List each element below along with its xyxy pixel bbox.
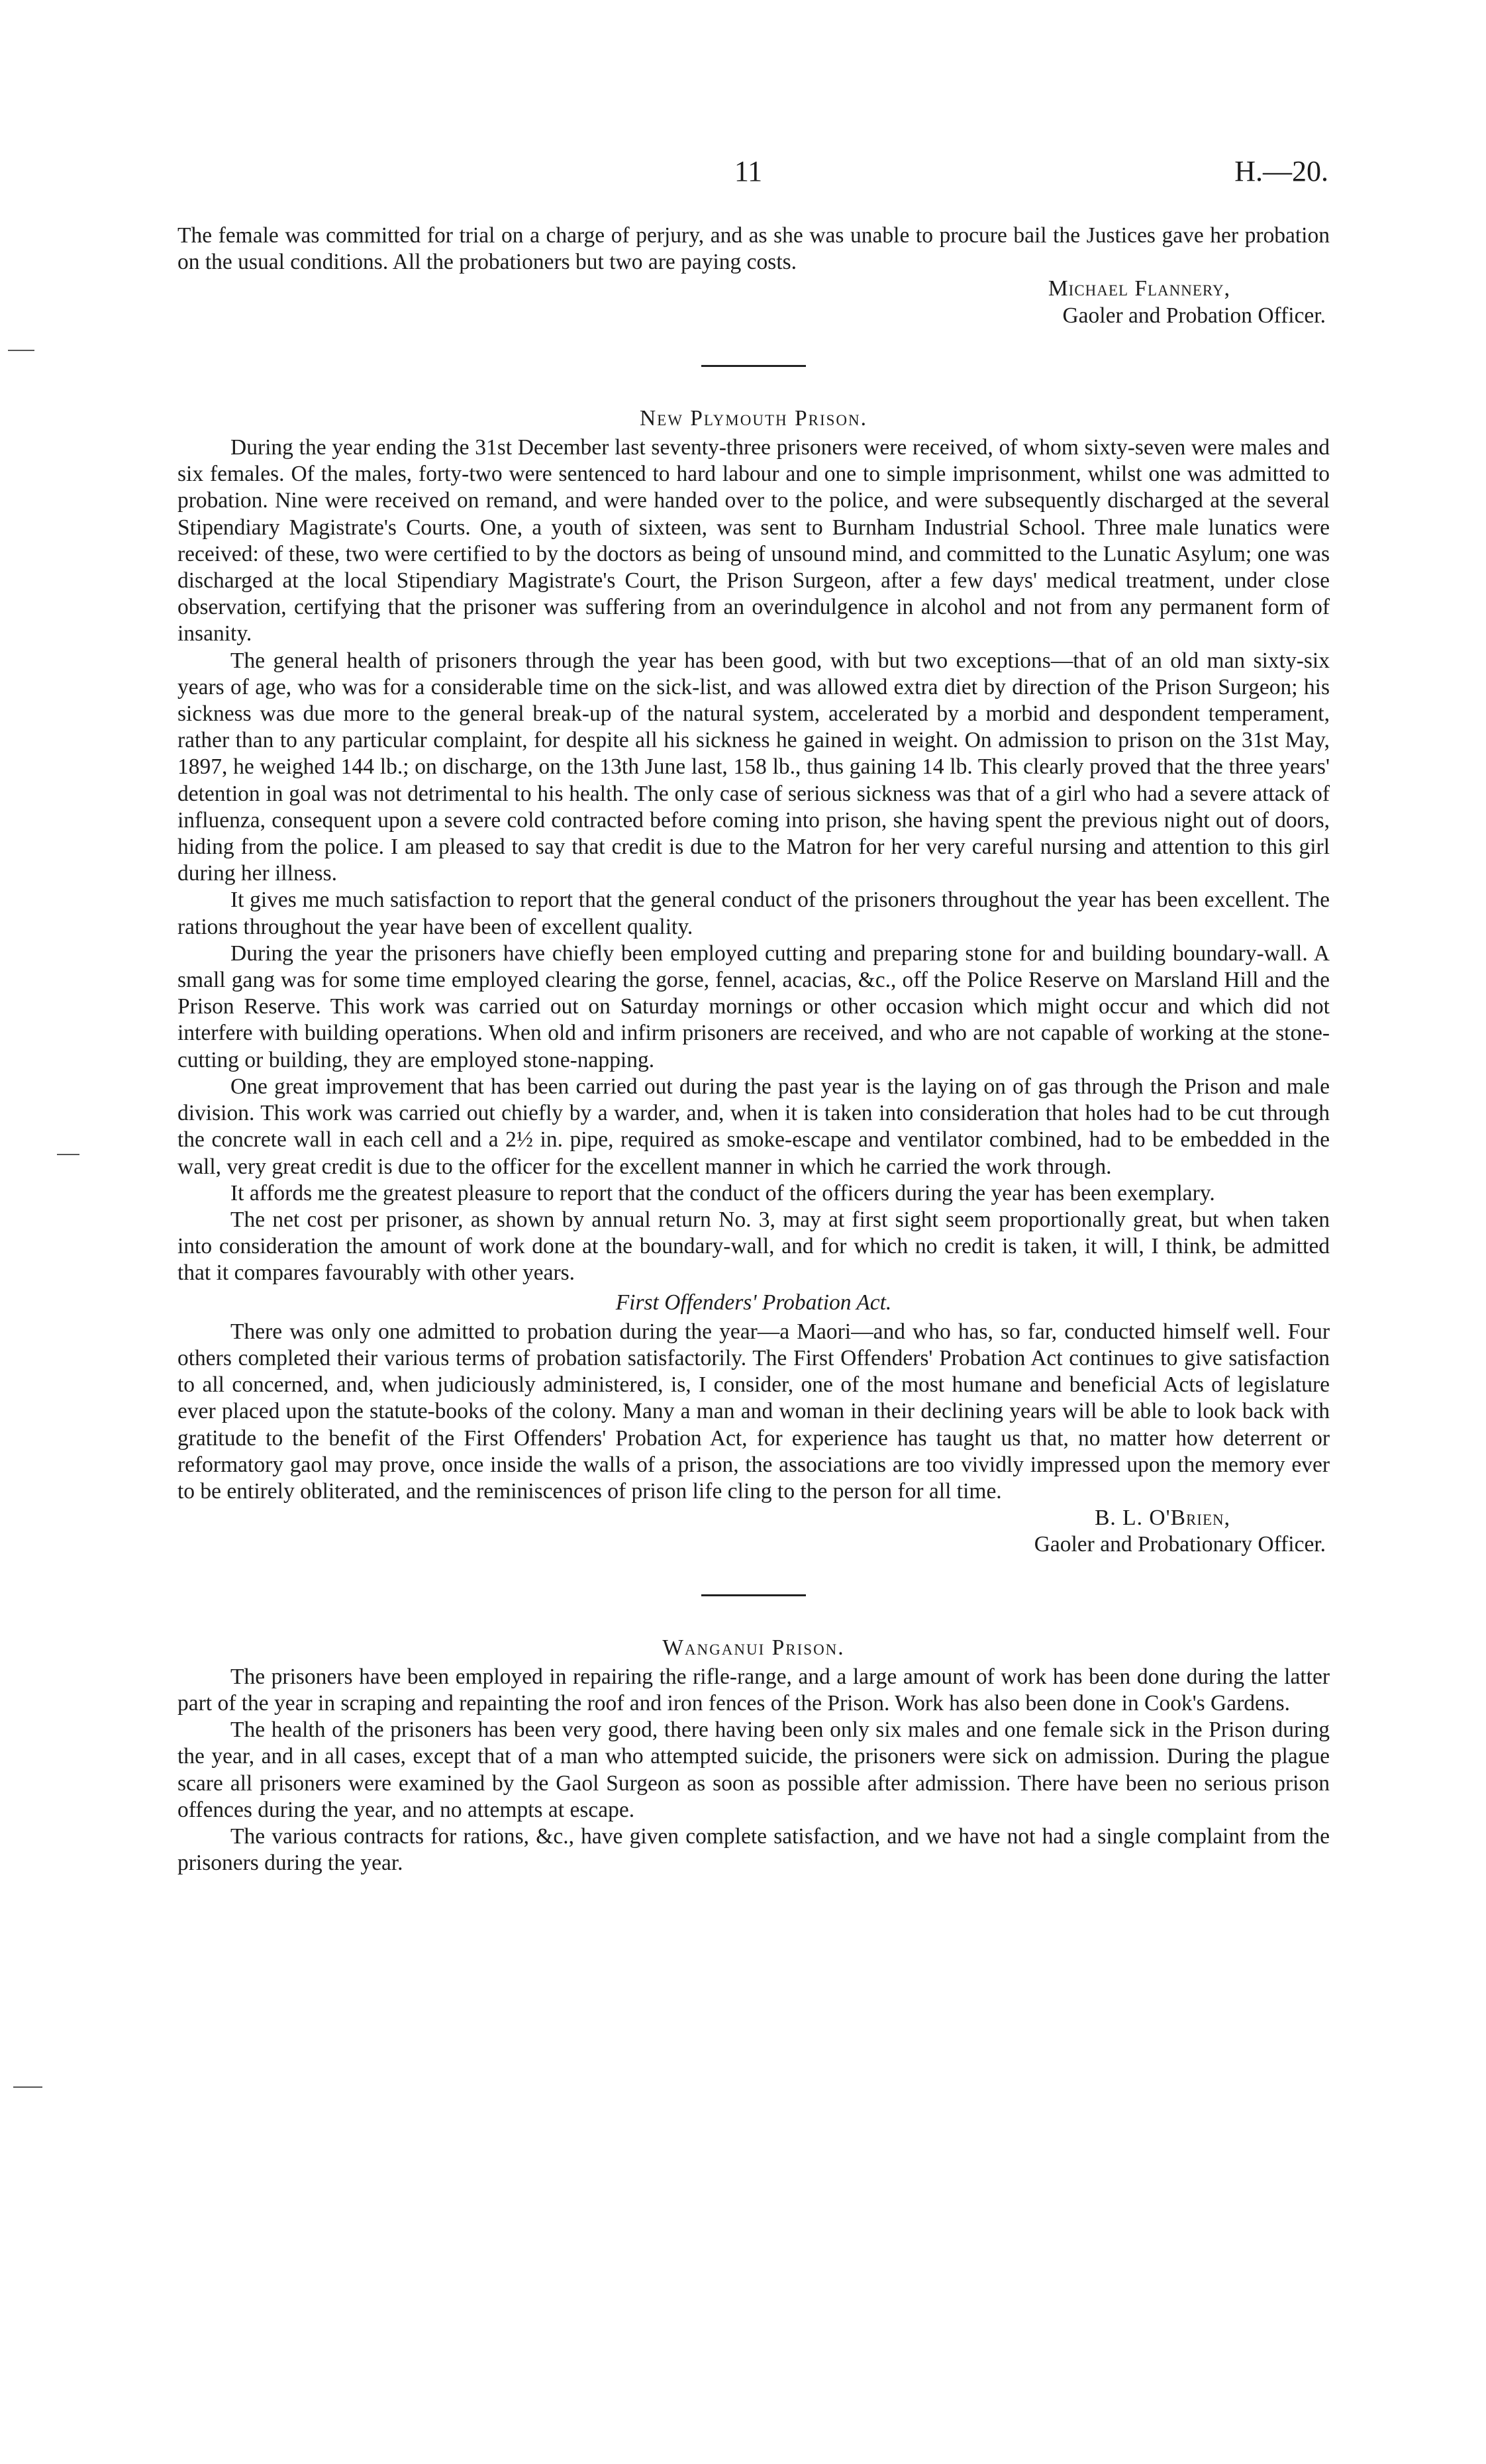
page-content: [177, 223, 1330, 1876]
np-paragraph-7: The net cost per prisoner, as shown by annual return No. 3, may at first sight seem proportionally great, but when taken into consideration the amount of work done at the boundary-wall, and for which no credit is taken, it will, I think, be admitted that it compares favourably with other years.: [177, 1207, 1330, 1286]
wanganui-paragraph-3: The various contracts for rations, &c., have given complete satisfaction, and we have not had a single complaint from the prisoners during the year.: [177, 1823, 1330, 1876]
wanganui-paragraph-2: The health of the prisoners has been very good, there having been only six males and one female sick in the Prison during the year, and in all cases, except that of a man who attempted suicide, the prisoners were sick on admission. During the plague scare all prisoners were examined by the Gaol Surgeon as soon as possible after admission. There have been no serious prison offences during the year, and no attempts at escape.: [177, 1718, 1330, 1822]
np-signature-name: B. L. O'Brien,: [1095, 1506, 1230, 1531]
document-reference: H.—20.: [1234, 155, 1328, 187]
new-plymouth-heading: New Plymouth Prison.: [639, 405, 868, 431]
wanganui-heading: Wanganui Prison.: [662, 1635, 845, 1660]
margin-mark: [8, 350, 34, 351]
probation-paragraph: There was only one admitted to probation during the year—a Maori—and who has, so far, conducted himself well. Four others completed their various terms of probation satisfactorily. The First Offenders' Probation Act continues to give satisfaction to all concerned, and, when judiciously administered, is, I consider, one of the most humane and beneficial Acts of legislature ever placed upon the statute-books of the colony. Many a man and woman in their declining years will be able to look back with gratitude to the benefit of the First Offenders' Probation Act, for experience has taught us that, no matter how deterrent or reformatory gaol may prove, once inside the walls of a prison, the associations are too vividly impressed upon the memory ever to be entirely obliterated, and the reminiscences of prison life cling to the person for all time.: [177, 1319, 1330, 1504]
section-divider: [701, 365, 806, 367]
np-paragraph-1: During the year ending the 31st December last seventy-three prisoners were received, of whom sixty-seven were males and six females. Of the males, forty-two were sentenced to hard labour and one to simple imprisonment, whilst one was admitted to probation. Nine were received on remand, and were handed over to the police, and were subsequently discharged at the several Stipendiary Magistrate's Courts. One, a youth of sixteen, was sent to Burnham Industrial School. Three male lunatics were received: of these, two were certified to by the doctors as being of unsound mind, and committed to the Lunatic Asylum; one was discharged at the local Stipendiary Magistrate's Court, the Prison Surgeon, after a few days' medical treatment, under close observation, certifying that the prisoner was suffering from an overindulgence in alcohol and not from any permanent form of insanity.: [177, 435, 1330, 646]
np-paragraph-6: It affords me the greatest pleasure to report that the conduct of the officers during the year has been exemplary.: [230, 1180, 1215, 1206]
np-paragraph-3: It gives me much satisfaction to report that the general conduct of the prisoners throughout the year has been excellent. The rations throughout the year have been of excellent quality.: [177, 888, 1330, 939]
section-divider: [701, 1594, 806, 1596]
np-paragraph-2: The general health of prisoners through the year has been good, with but two exceptions—that of an old man sixty-six years of age, who was for a considerable time on the sick-list, and was allowed extra diet by direction of the Prison Surgeon; his sickness was due more to the general break-up of the natural system, accelerated by a morbid and despondent temperament, rather than to any particular complaint, for despite all his sickness he gained in weight. On admission to prison on the 31st May, 1897, he weighed 144 lb.; on discharge, on the 13th June last, 158 lb., thus gaining 14 lb. This clearly proved that the three years' detention in goal was not detrimental to his health. The only case of serious sickness was that of a girl who had a severe attack of influenza, consequent upon a severe cold contracted before coming into prison, she having spent the previous night out of doors, hiding from the police. I am pleased to say that credit is due to the Matron for her very careful nursing and attention to this girl during her illness.: [177, 648, 1330, 886]
intro-signature-name: Michael Flannery,: [1048, 276, 1230, 301]
np-paragraph-5: One great improvement that has been carried out during the past year is the laying on of gas through the Prison and male division. This work was carried out chiefly by a warder, and, when it is taken into consideration that holes had to be cut through the concrete wall in each cell and a 2½ in. pipe, required as smoke-escape and ventilator combined, had to be embedded in the wall, very great credit is due to the officer for the excellent manner in which he carried the work through.: [177, 1074, 1330, 1179]
np-signature-title: Gaoler and Probationary Officer.: [1034, 1532, 1326, 1557]
intro-paragraph: The female was committed for trial on a charge of perjury, and as she was unable to procure bail the Justices gave her probation on the usual conditions. All the probationers but two are paying costs.: [177, 223, 1330, 275]
np-paragraph-4: During the year the prisoners have chiefly been employed cutting and preparing stone for and building boundary-wall. A small gang was for some time employed clearing the gorse, fennel, acacias, &c., off the Police Reserve on Marsland Hill and the Prison Reserve. This work was carried out on Saturday mornings or other occasion which might occur and which did not interfere with building operations. When old and infirm prisoners are received, and who are not capable of working at the stone-cutting or building, they are employed stone-napping.: [177, 941, 1330, 1072]
margin-mark: [13, 2086, 42, 2088]
wanganui-paragraph-1: The prisoners have been employed in repairing the rifle-range, and a large amount of work has been done during the latter part of the year in scraping and repainting the roof and iron fences of the Prison. Work has also been done in Cook's Gardens.: [177, 1664, 1330, 1716]
probation-act-subheading: First Offenders' Probation Act.: [615, 1290, 892, 1315]
margin-mark: [57, 1154, 79, 1155]
intro-signature-title: Gaoler and Probation Officer.: [1062, 303, 1326, 328]
page-number: 11: [734, 155, 763, 187]
